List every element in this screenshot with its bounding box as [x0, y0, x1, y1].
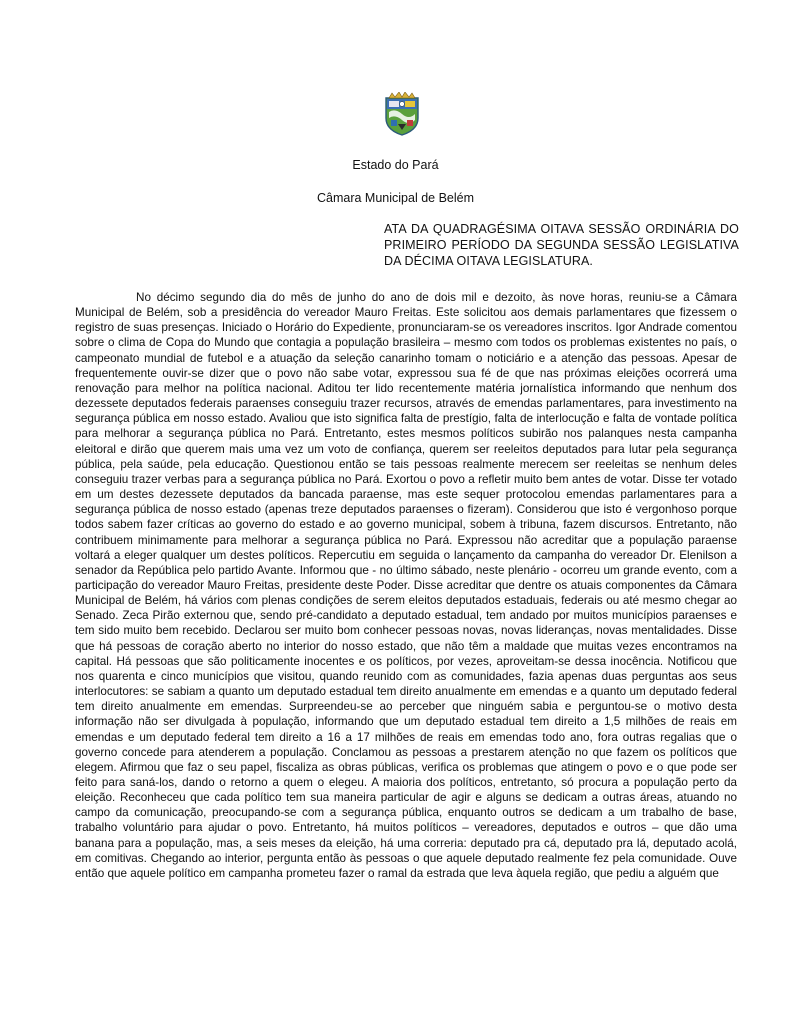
state-name: Estado do Pará	[352, 158, 439, 172]
minutes-title: ATA DA QUADRAGÉSIMA OITAVA SESSÃO ORDINÁRIA DO PRIMEIRO PERÍODO DA SEGUNDA SESSÃO LEGISLATIVA DA DÉCIMA OITAVA LEGISLATURA.	[384, 222, 739, 268]
council-name: Câmara Municipal de Belém	[316, 191, 474, 205]
coat-of-arms-icon	[383, 92, 421, 136]
minutes-body-paragraph: No décimo segundo dia do mês de junho do ano de dois mil e dezoito, às nove horas, reuniu-se a Câmara Municipal de Belém, sob a presidência do vereador Mauro Freitas. Este solicitou aos demais parlamentares que fizessem o registro de suas presenças. Iniciado o Horário do Expediente, pronunciaram-se os vereadores inscritos. Igor Andrade comentou sobre o clima de Copa do Mundo que contagia a população brasileira – mesmo com todos os problemas existentes no país, o campeonato mundial de futebol e a atuação da seleção canarinho tomam o noticiário e a atenção das pessoas. Apesar de frequentemente ouvir-se dizer que o povo não sabe votar, expressou sua fé de que nas próximas eleições ocorrerá uma renovação para melhor na política nacional. Aditou ter lido recentemente matéria jornalística informando que nenhum dos dezessete deputados federais paraenses conseguiu trazer recursos, através de emendas parlamentares, para investimento na segurança pública em nosso estado. Avaliou que isto significa falta de prestígio, falta de interlocução e falta de vontade política para melhorar a segurança pública no Pará. Entretanto, estes mesmos políticos subirão nos palanques nesta campanha eleitoral e dirão que querem mais uma vez um voto de confiança, querem ser reeleitos deputados para lutar pela segurança pública, pela saúde, pela educação. Questionou então se tais pessoas realmente merecem ser reeleitas se nenhum deles conseguiu trazer verbas para a segurança pública no Pará. Exortou o povo a refletir muito bem antes de votar. Disse ter votado em um destes dezessete deputados da bancada paraense, mas este sequer protocolou emendas parlamentares para a segurança pública de nosso estado (apenas treze deputados paraenses o fizeram). Considerou que isto é vergonhoso porque todos sabem fazer críticas ao governo do estado e ao governo municipal, sobem à tribuna, fazem discursos. Entretanto, não contribuem minimamente para melhorar a segurança pública no Pará. Expressou não acreditar que a população paraense voltará a eleger qualquer um destes políticos. Repercutiu em seguida o lançamento da campanha do vereador Dr. Elenilson a senador da República pelo partido Avante. Informou que - no último sábado, neste plenário - ocorreu um grande evento, com a participação do vereador Mauro Freitas, presidente deste Poder. Disse acreditar que dentre os atuais componentes da Câmara Municipal de Belém, há vários com plenas condições de serem eleitos deputados estaduais, federais ou até mesmo chegar ao Senado. Zeca Pirão externou que, sendo pré-candidato a deputado estadual, tem andado por muitos municípios paraenses e tem sido muito bem recebido. Declarou ser muito bom conhecer pessoas novas, novas lideranças, novas mentalidades. Disse que há pessoas de coração aberto no interior do nosso estado, que não têm a maldade que muitas vezes encontramos na capital. Há pessoas que são politicamente inocentes e os políticos, por vezes, aproveitam-se dessa inocência. Notificou que nos quarenta e cinco municípios que visitou, quando reunido com as comunidades, fazia apenas duas perguntas aos seus interlocutores: se sabiam a quanto um deputado estadual tem direito anualmente em emendas e a quanto um deputado federal tem direito anualmente em emendas. Surpreendeu-se ao perceber que ninguém sabia e perguntou-se o motivo desta informação não ser divulgada à população, informando que um deputado estadual tem direito a 1,5 milhões de reais em emendas e um deputado federal tem direito a 16 a 17 milhões de reais em emendas todo ano, fora outras regalias que o governo concede para atenderem a população. Conclamou as pessoas a prestarem atenção no que fazem os políticos que elegem. Afirmou que faz o seu papel, fiscaliza as obras públicas, verifica os problemas que atingem o povo e o que pode ser feito para saná-los, dando o retorno a quem o elegeu. A maioria dos políticos, entretanto, só procura a população perto da eleição. Reconheceu que cada político tem sua maneira particular de agir e alguns se dedicam a outras áreas, atuando no campo da comunicação, preocupando-se com a segurança pública, enquanto outros se dedicam a um trabalho de base, trabalho voluntário para ajudar o povo. Entretanto, há muitos políticos – vereadores, deputados e outros – que dão uma banana para a população, mas, a seis meses da eleição, há uma correria: deputado pra cá, deputado pra lá, deputado acolá, em comitivas. Chegando ao interior, pergunta então às pessoas o que aquele deputado realmente fez pela comunidade. Ouve então que aquele político em campanha prometeu fazer o ramal da estrada que leva àquela região, que pediu a alguém que	[75, 291, 738, 880]
